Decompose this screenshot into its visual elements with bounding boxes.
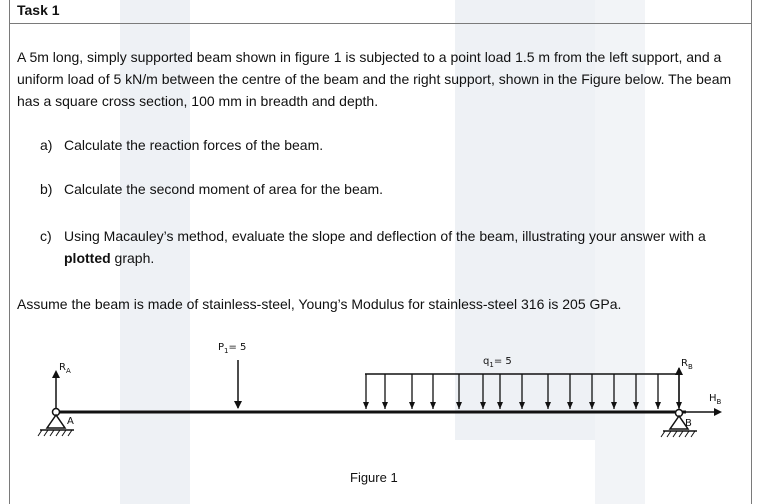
support-a-triangle [47, 415, 65, 428]
question-b-label: b) [40, 181, 53, 197]
point-load-label: $P_1= 5$ [218, 342, 247, 355]
question-a-text: Calculate the reaction forces of the beam. [64, 137, 324, 153]
task-intro: A 5m long, simply supported beam shown in figure 1 is subjected to a point load 1.5 m from the left support, and a uniform load of 5 kN/m between the centre of the beam and the right support, shown in the Figure below. The beam has a square cross section, 100 mm in breadth and depth. [17, 49, 732, 109]
assumption-text: Assume the beam is made of stainless-steel, Young’s Modulus for stainless-steel 316 is 205 GPa. [17, 296, 622, 312]
figure-caption: Figure 1 [350, 470, 398, 485]
udl-label: $q_1= 5$ [483, 356, 512, 369]
reaction-a-label: $R_A$ [59, 362, 71, 375]
support-b-hatch [661, 431, 695, 437]
question-c-text: Using Macauley’s method, evaluate the slope and deflection of the beam, illustrating your answer with a plotted graph. [64, 228, 706, 266]
point-a-label: A [67, 416, 74, 427]
point-b-label: B [685, 418, 692, 429]
reaction-b-label: $R_B$ [681, 358, 693, 371]
question-a-label: a) [40, 137, 53, 153]
horizontal-reaction-label: $H_B$ [709, 393, 722, 406]
question-c-bold: plotted [64, 250, 111, 266]
question-c-label: c) [40, 228, 52, 244]
support-a-hatch [38, 430, 72, 436]
question-b-text: Calculate the second moment of area for the beam. [64, 181, 384, 197]
task-title: Task 1 [17, 2, 60, 18]
